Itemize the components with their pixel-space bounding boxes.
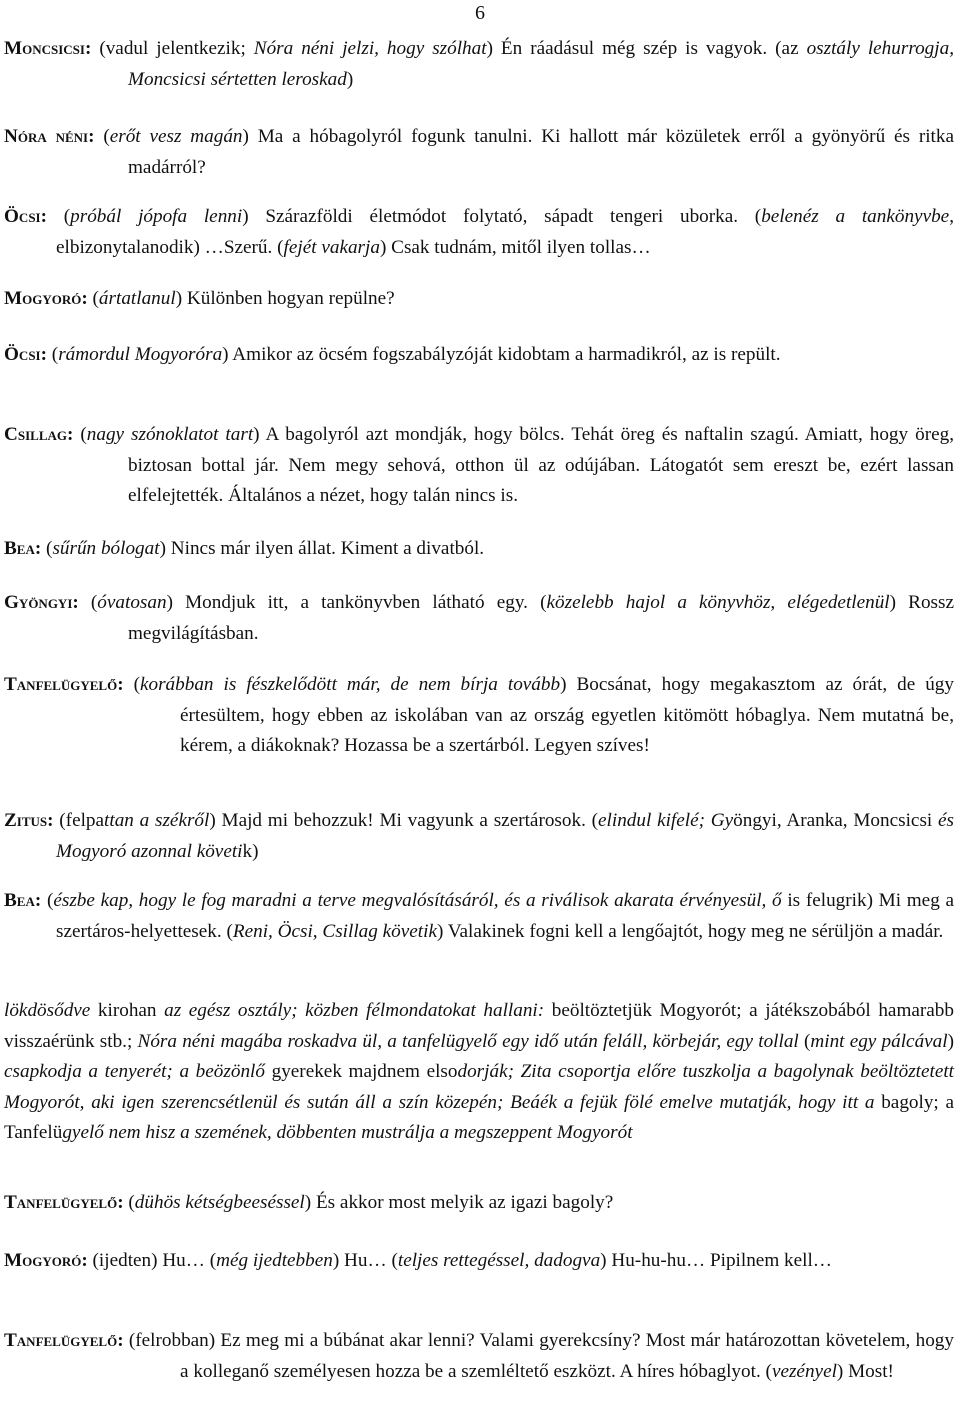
dialogue-text: (felrobban) Ez meg mi a búbánat akar lenni? Valami gyerekcsíny? Most már határozottan követelem, hogy a kolleganő személyesen hozza be a szemléltető eszközt. A híres hóbaglyot. ( <box>128 1330 954 1382</box>
speaker-name: Öcsi: <box>4 344 52 365</box>
stage-direction-text: fejét vakarja <box>283 236 380 258</box>
dialogue-text: (felpa <box>59 810 105 831</box>
dialogue-text: öngyi, Aranka, Moncsicsi <box>733 810 938 831</box>
stage-direction-text: gyelő nem hisz a szemének, döbbenten mustrálja a megszeppent Mogyorót <box>62 1122 633 1143</box>
stage-direction-text: óvatosan <box>97 592 167 613</box>
stage-direction-text: közelebb hajol a könyvhöz, elégedetlenül <box>546 592 890 613</box>
dialogue-text: ) Most! <box>836 1360 894 1382</box>
dialogue-text: ) Amikor az öcsém fogszabályzóját kidobtam a harmadikról, az is repült. <box>222 344 781 365</box>
dialogue-paragraph <box>4 534 954 565</box>
stage-direction-text: osztály lehurrogja, Moncsicsi sértetten leroskad <box>128 38 954 90</box>
stage-direction-text: dühös kétségbeeséssel <box>134 1192 305 1213</box>
dialogue-text: ) Csak tudnám, mitől ilyen tollas… <box>379 236 651 258</box>
dialogue-text: ) Hu… ( <box>332 1250 398 1271</box>
speaker-name: Csillag: <box>4 424 81 445</box>
dialogue-text: ( <box>92 288 99 309</box>
dialogue-paragraph <box>4 122 954 183</box>
dialogue-paragraph <box>4 1326 954 1387</box>
dialogue-text: ) Szárazföldi életmódot folytató, sápadt tengeri uborka. ( <box>242 206 762 227</box>
stage-direction-text: belenéz a tankönyvbe <box>761 206 950 227</box>
dialogue-paragraph <box>4 420 954 512</box>
stage-direction-text: észbe kap, hogy le fog maradni a terve megvalósításáról, és a riválisok akarata érvényesül, ő <box>53 890 782 911</box>
speaker-name: Bea: <box>4 538 47 559</box>
dialogue-text: ( <box>133 674 140 695</box>
stage-direction-text: és Mogyoró azonnal követi <box>56 810 954 862</box>
dialogue-paragraph <box>4 806 954 867</box>
stage-direction-text: rámordul Mogyoróra <box>58 344 223 365</box>
dialogue-text: ) Nincs már ilyen állat. Kiment a divatból. <box>159 538 485 559</box>
speaker-name: Mogyoró: <box>4 1250 93 1271</box>
dialogue-text: ) Mondjuk itt, a tankönyvben látható egy. ( <box>166 592 547 613</box>
stage-direction-text: vezényel <box>771 1360 837 1382</box>
dialogue-text: (ijedten) Hu… ( <box>92 1250 217 1271</box>
dialogue-text: ) <box>346 68 354 90</box>
dialogue-text: beöltöztetjük Mogyorót; a játékszobából hamarabb visszaérünk stb.; <box>4 1000 954 1052</box>
speaker-name: Tanfelügyelő: <box>4 1192 129 1213</box>
stage-direction-text: Reni, Öcsi, Csillag követik <box>232 920 437 942</box>
dialogue-text: ) És akkor most melyik az igazi bagoly? <box>304 1192 614 1213</box>
dialogue-text: ) A bagolyról azt mondják, hogy bölcs. Tehát öreg és naftalin szagú. Amiatt, hogy öreg, biztosan bottal jár. Nem megy sehová, otthon ül az odújában. Látogatót sem ereszt be, ezért lassan elfelejtették. Általános a nézet, hogy talán nincs is. <box>128 424 954 506</box>
dialogue-text: , elbizonytalanodik) …Szerű. ( <box>56 206 954 258</box>
speaker-name: Öcsi: <box>4 206 64 227</box>
stage-direction-text: Nóra néni jelzi, hogy szólhat <box>253 38 487 59</box>
stage-direction-text: erőt vesz magán <box>109 126 243 147</box>
dialogue-paragraph <box>4 1246 954 1277</box>
stage-direction-text: teljes rettegéssel, dadogva <box>397 1250 601 1271</box>
speaker-name: Gyöngyi: <box>4 592 91 613</box>
stage-direction-text: próbál jópofa lenni <box>70 206 243 227</box>
dialogue-text: ) Én ráadásul még szép is vagyok. (az <box>486 38 807 59</box>
dialogue-text: ( <box>46 890 54 911</box>
dialogue-text: ( <box>51 344 59 365</box>
stage-direction-text: elindul kifelé; Gy <box>598 810 734 831</box>
dialogue-text: ( <box>103 126 110 147</box>
dialogue-text: ( <box>46 538 53 559</box>
dialogue-text: (vadul jelentkezik; <box>99 38 254 59</box>
speaker-name: Mogyoró: <box>4 288 93 309</box>
dialogue-text: ) Majd mi behozzuk! Mi vagyunk a szertárosok. ( <box>209 810 599 831</box>
dialogue-paragraph <box>4 340 954 371</box>
speaker-name: Tanfelügyelő: <box>4 674 134 695</box>
dialogue-text: k) <box>242 840 259 862</box>
speaker-name: Moncsicsi: <box>4 38 100 59</box>
stage-direction-text: még ijedtebben <box>216 1250 333 1271</box>
speaker-name: Bea: <box>4 890 47 911</box>
dialogue-text: ) Bocsánat, hogy megakasztom az órát, de úgy értesültem, hogy ebben az iskolában van az ország egyetlen kitömött hóbaglya. Nem mutatná be, kérem, a diákoknak? Hozassa be a szertárból. Legyen szíves! <box>180 674 954 756</box>
stage-direction-paragraph <box>4 996 954 1149</box>
speaker-name: Nóra néni: <box>4 126 104 147</box>
dialogue-text: ) Rossz megvilágításban. <box>128 592 954 644</box>
dialogue-paragraph <box>4 1188 954 1219</box>
dialogue-paragraph <box>4 202 954 263</box>
stage-direction-text: dorják; Zita csoportja előre tuszkolja a bagolynak beöltöztetett Mogyorót, aki igen szerencsétlenül és sután áll a szín közepén; Beáék a fejük fölé emelve mutatják, hogy itt a <box>4 1061 955 1113</box>
dialogue-text: ) Ma a hóbagolyról fogunk tanulni. Ki hallott már közületek erről a gyönyörű és ritka madárról? <box>128 126 954 178</box>
dialogue-text: ( <box>90 592 98 613</box>
dialogue-paragraph <box>4 284 954 315</box>
stage-direction-text: ttan a székről <box>104 810 210 831</box>
stage-direction-text: lökdösődve <box>4 1000 91 1021</box>
dialogue-text: kirohan <box>90 1000 165 1021</box>
stage-direction-text: korábban is fészkelődött már, de nem bírja tovább <box>139 674 561 695</box>
dialogue-text: ) Különben hogyan repülne? <box>175 288 395 309</box>
stage-direction-text: mint egy pálcával <box>810 1030 948 1052</box>
dialogue-paragraph <box>4 588 954 649</box>
dialogue-text: is felugrik) Mi meg a szertáros-helyettesek. ( <box>56 890 955 942</box>
speaker-name: Tanfelügyelő: <box>4 1330 129 1351</box>
stage-direction-text: ártatlanul <box>98 288 176 309</box>
dialogue-text: ( <box>798 1030 811 1052</box>
page-number: 6 <box>475 2 485 24</box>
dialogue-text: ( <box>128 1192 135 1213</box>
dialogue-text: bagoly; a Tanfelü <box>4 1091 954 1143</box>
stage-direction-text: sűrűn bólogat <box>52 538 160 559</box>
speaker-name: Zitus: <box>4 810 60 831</box>
stage-direction-text: Nóra néni magába roskadva ül, a tanfelügyelő egy idő után feláll, körbejár, egy tollal <box>137 1030 799 1052</box>
dialogue-paragraph <box>4 34 954 95</box>
dialogue-text: ) <box>947 1030 954 1052</box>
dialogue-paragraph <box>4 670 954 762</box>
dialogue-paragraph <box>4 886 954 947</box>
dialogue-text: ) Valakinek fogni kell a lengőajtót, hogy meg ne sérüljön a madár. <box>436 920 944 942</box>
dialogue-text: ) Hu-hu-hu… Pipilnem kell… <box>600 1250 832 1271</box>
dialogue-text: gyerekek majdnem elso <box>264 1061 458 1082</box>
stage-direction-text: az egész osztály; közben félmondatokat hallani: <box>164 1000 545 1021</box>
stage-direction-text: csapkodja a tenyerét; a beözönlő <box>4 1061 265 1082</box>
dialogue-text: ( <box>80 424 87 445</box>
stage-direction-text: nagy szónoklatot tart <box>86 424 254 445</box>
dialogue-text: ( <box>63 206 71 227</box>
